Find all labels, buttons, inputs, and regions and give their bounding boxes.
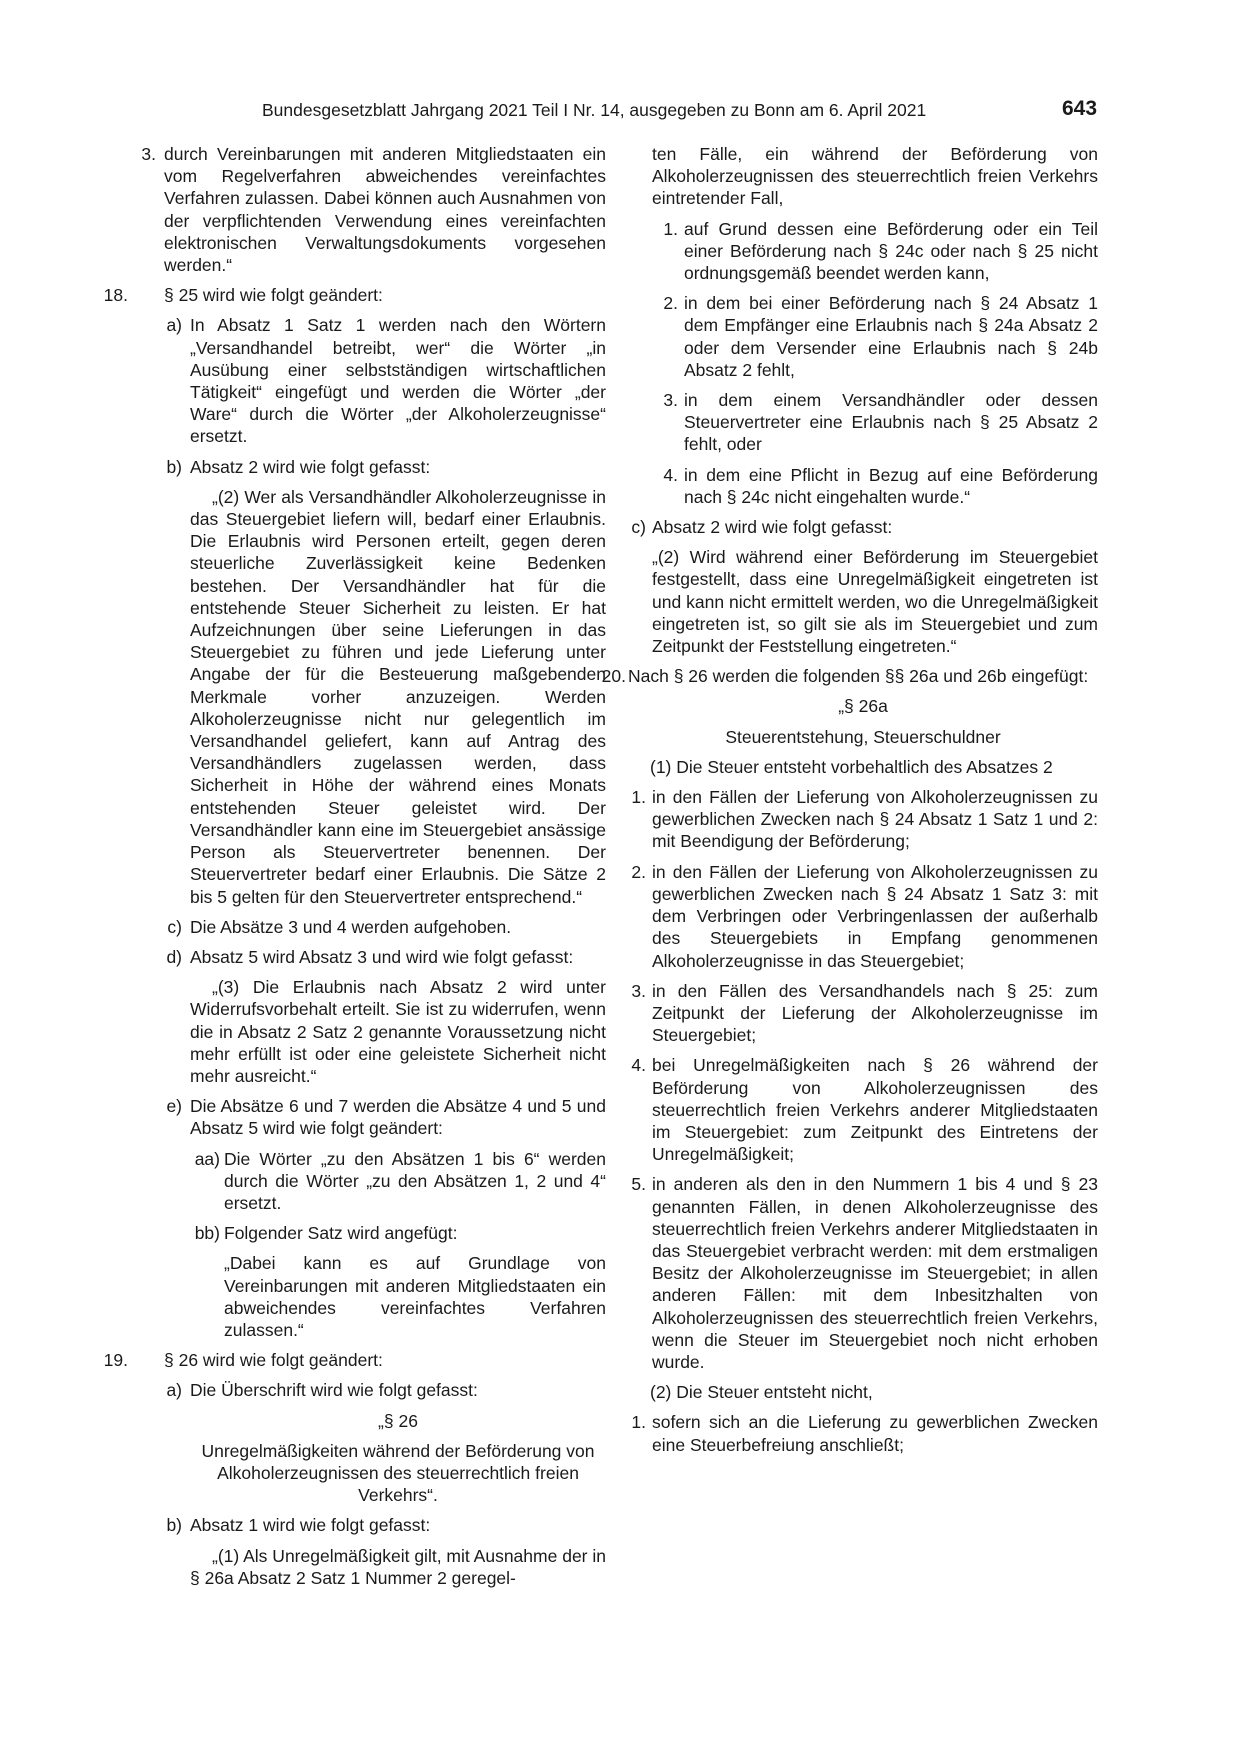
heading-text [130,1440,606,1507]
item-text: Absatz 2 wird wie folgt gefasst: [652,517,893,538]
item-text: Absatz 2 wird wie folgt gefasst: [190,456,431,477]
item-text: „(2) Wer als Versandhändler Alkoholerzeugnisse in das Steuergebiet liefern will, bedarf einer Erlaubnis. Die Erlaubnis wird Personen erteilt, gegen deren steuerliche Zuverlässigkeit keine Bedenken bestehen. Der Versandhändler hat für die entstehende Steuer Sicherheit zu leisten. Er hat Aufzeichnungen über seine Lieferungen in das Steuergebiet zu führen und jede Lieferung unter Angabe der für die Besteuerung maßgebenden Merkmale vorher anzuzeigen. Werden Alkoholerzeugnisse nicht nur gelegentlich im Versandhandel geliefert, kann auf Antrag des Versandhändlers zugelassen werden, dass Sicherheit in Höhe der während eines Monats entstehenden Steuer geleistet wird. Der Versandhändler kann eine im Steuergebiet ansässige Person als Steuervertreter benennen. Der Steuervertreter bedarf einer Erlaubnis. Die Sätze 2 bis 5 gelten für den Steuervertreter entsprechend.“ [190,486,606,907]
paragraph [628,1381,1098,1403]
list-item [628,1173,1098,1373]
list-item [628,516,1098,538]
item-number: 1. [631,787,646,808]
item-number: 5. [631,1174,646,1195]
item-text: in anderen als den in den Nummern 1 bis 4 und § 23 genannten Fällen, in denen Alkoholerzeugnisse des steuerrechtlich freien Verkehrs anderer Mitgliedstaaten in das Steuergebiet verbracht werden: mit dem erstmaligen Besitz der Alkoholerzeugnisse im Steuergebiet; in allen anderen Fällen: mit dem Inbesitzhalten von Alkoholerzeugnissen des steuerrechtlich freien Verkehrs, wenn die Steuer im Steuergebiet noch nicht erhoben wurde. [652,1174,1098,1372]
sub-item [130,1095,606,1139]
sub-item [130,946,606,968]
item-text: § 26 wird wie folgt geändert: [164,1350,383,1371]
heading-text [628,726,1098,748]
item-text: Absatz 1 wird wie folgt gefasst: [190,1515,431,1536]
list-item [628,786,1098,853]
item-number: bb) [194,1223,220,1244]
item-text: „(2) Wird während einer Beförderung im Steuergebiet festgestellt, dass eine Unregelmäßigkeit eingetreten ist und kann nicht ermittelt werden, wo die Unregelmäßigkeit eingetreten ist, so gilt sie als im Steuergebiet und zum Zeitpunkt der Feststellung eingetreten.“ [652,547,1098,657]
left-column [103,143,606,1597]
item-text: Nach § 26 werden die folgenden §§ 26a und 26b eingefügt: [628,666,1089,687]
list-item [628,1411,1098,1455]
item-number: 4. [631,1055,646,1076]
item-text: bei Unregelmäßigkeiten nach § 26 während der Beförderung von Alkoholerzeugnissen des steuerrechtlich freien Verkehrs anderer Mitgliedstaaten im Steuergebiet: zum Zeitpunkt des Eintretens der Unregelmäßigkeit; [652,1055,1098,1165]
item-text: in den Fällen der Lieferung von Alkoholerzeugnissen zu gewerblichen Zwecken nach § 24 Absatz 1 Satz 1 und 2: mit Beendigung der Beförderung; [652,787,1098,852]
item-text: sofern sich an die Lieferung zu gewerblichen Zwecken eine Steuerbefreiung anschließt; [652,1412,1098,1455]
right-column [601,143,1098,1464]
item-text: In Absatz 1 Satz 1 werden nach den Wörtern „Versandhandel betreibt, wer“ die Wörter „in Ausübung einer selbstständigen wirtschaftlichen Tätigkeit“ eingefügt und werden die Wörter „der Ware“ durch die Wörter „der Alkoholerzeugnisse“ ersetzt. [190,315,606,447]
subsub-item [628,389,1098,456]
heading-text [130,1410,606,1432]
item-number: b) [166,1515,182,1536]
item-text: Folgender Satz wird angefügt: [224,1223,458,1244]
page-number: 643 [1062,97,1098,120]
sub-item [130,314,606,447]
item-number: 19. [103,1350,128,1371]
running-header: Bundesgesetzblatt Jahrgang 2021 Teil I Nr. 14, ausgegeben zu Bonn am 6. April 2021 [262,100,927,120]
item-number: 2. [631,861,646,882]
item-text: in dem eine Pflicht in Bezug auf eine Beförderung nach § 24c nicht eingehalten wurde.“ [684,464,1098,507]
item-text: Unregelmäßigkeiten während der Beförderung von Alkoholerzeugnissen des steuerrechtlich freien Verkehrs“. [201,1440,595,1506]
subsub-item [628,464,1098,508]
section-item [103,284,606,306]
item-text: § 25 wird wie folgt geändert: [164,285,383,306]
item-number: 20. [601,666,626,687]
item-text: (2) Die Steuer entsteht nicht, [650,1382,873,1403]
item-number: 4. [663,464,678,485]
list-item [628,861,1098,972]
list-item [130,143,606,276]
item-number: c) [631,517,646,538]
subsub-item [130,1148,606,1215]
sub-item [130,1379,606,1401]
sub-item [130,916,606,938]
paragraph [628,756,1098,778]
quoted-text [628,143,1098,210]
item-text: „(3) Die Erlaubnis nach Absatz 2 wird unter Widerrufsvorbehalt erteilt. Sie ist zu widerrufen, wenn die in Absatz 2 Satz 2 genannte Voraussetzung nicht mehr erfüllt ist oder eine geleistete Sicherheit nicht mehr ausreicht.“ [190,977,606,1086]
item-text: in dem einem Versandhändler oder dessen Steuervertreter eine Erlaubnis nach § 25 Absatz 2 fehlt, oder [684,390,1098,455]
item-text: Die Wörter „zu den Absätzen 1 bis 6“ werden durch die Wörter „zu den Absätzen 1, 2 und 4“ ersetzt. [224,1148,606,1213]
list-item [628,1054,1098,1165]
item-text: Die Absätze 3 und 4 werden aufgehoben. [190,916,512,937]
item-number: a) [166,1380,182,1401]
item-text: Die Absätze 6 und 7 werden die Absätze 4 und 5 und Absatz 5 wird wie folgt geändert: [190,1096,606,1139]
item-text: „§ 26a [838,696,888,717]
heading-text [628,695,1098,717]
quoted-text [130,486,606,908]
item-text: ten Fälle, ein während der Beförderung von Alkoholerzeugnissen des steuerrechtlich freien Verkehrs eintretender Fall, [652,144,1098,209]
list-item [628,980,1098,1047]
item-number: d) [166,946,182,967]
sub-item [130,1514,606,1536]
item-number: e) [166,1096,182,1117]
item-text: durch Vereinbarungen mit anderen Mitgliedstaaten ein vom Regelverfahren abweichendes vereinfachtes Verfahren zulassen. Dabei können auch Ausnahmen von der verpflichtenden Verwendung eines vereinfachten elektronischen Verwaltungsdokuments vorgesehen werden.“ [164,144,606,276]
quoted-text [130,1252,606,1341]
item-number: 18. [103,285,128,306]
item-number: 1. [663,218,678,239]
quoted-text [130,1545,606,1589]
item-number: a) [166,315,182,336]
subsub-item [628,218,1098,285]
item-text: in den Fällen des Versandhandels nach § 25: zum Zeitpunkt der Lieferung der Alkoholerzeugnisse im Steuergebiet; [652,980,1098,1046]
quoted-text [628,546,1098,657]
quoted-text [130,976,606,1087]
item-number: b) [166,456,182,477]
item-text: in den Fällen der Lieferung von Alkoholerzeugnissen zu gewerblichen Zwecken nach § 24 Absatz 1 Satz 3: mit dem Verbringen oder Verbringenlassen der außerhalb des Steuergebiets in Empfang genommenen Alkoholerzeugnisse in das Steuergebiet; [652,861,1098,971]
section-item [103,1349,606,1371]
item-text: Absatz 5 wird Absatz 3 und wird wie folgt gefasst: [190,946,574,967]
item-number: 2. [663,293,678,314]
item-text: „Dabei kann es auf Grundlage von Vereinbarungen mit anderen Mitgliedstaaten ein abweichendes vereinfachtes Verfahren zulassen.“ [224,1253,606,1340]
item-number: 3. [141,144,156,164]
item-number: 3. [663,390,678,411]
item-text: „§ 26 [378,1410,418,1431]
item-text: Steuerentstehung, Steuerschuldner [725,726,1001,747]
subsub-item [628,292,1098,381]
item-text: „(1) Als Unregelmäßigkeit gilt, mit Ausnahme der in § 26a Absatz 2 Satz 1 Nummer 2 geregel- [190,1545,606,1588]
page-header [0,98,1241,128]
section-item [601,665,1098,687]
item-text: Die Überschrift wird wie folgt gefasst: [190,1380,478,1401]
subsub-item [130,1222,606,1244]
item-text: (1) Die Steuer entsteht vorbehaltlich des Absatzes 2 [650,756,1053,777]
item-number: 1. [631,1412,646,1433]
item-text: in dem bei einer Beförderung nach § 24 Absatz 1 dem Empfänger eine Erlaubnis nach § 24a Absatz 2 oder dem Versender eine Erlaubnis nach § 24b Absatz 2 fehlt, [684,293,1098,380]
item-text: auf Grund dessen eine Beförderung oder ein Teil einer Beförderung nach § 24c oder nach § 25 nicht ordnungsgemäß beendet werden kann, [684,218,1098,284]
item-number: 3. [631,980,646,1001]
item-number: aa) [194,1148,220,1169]
item-number: c) [167,916,182,937]
sub-item [130,456,606,478]
